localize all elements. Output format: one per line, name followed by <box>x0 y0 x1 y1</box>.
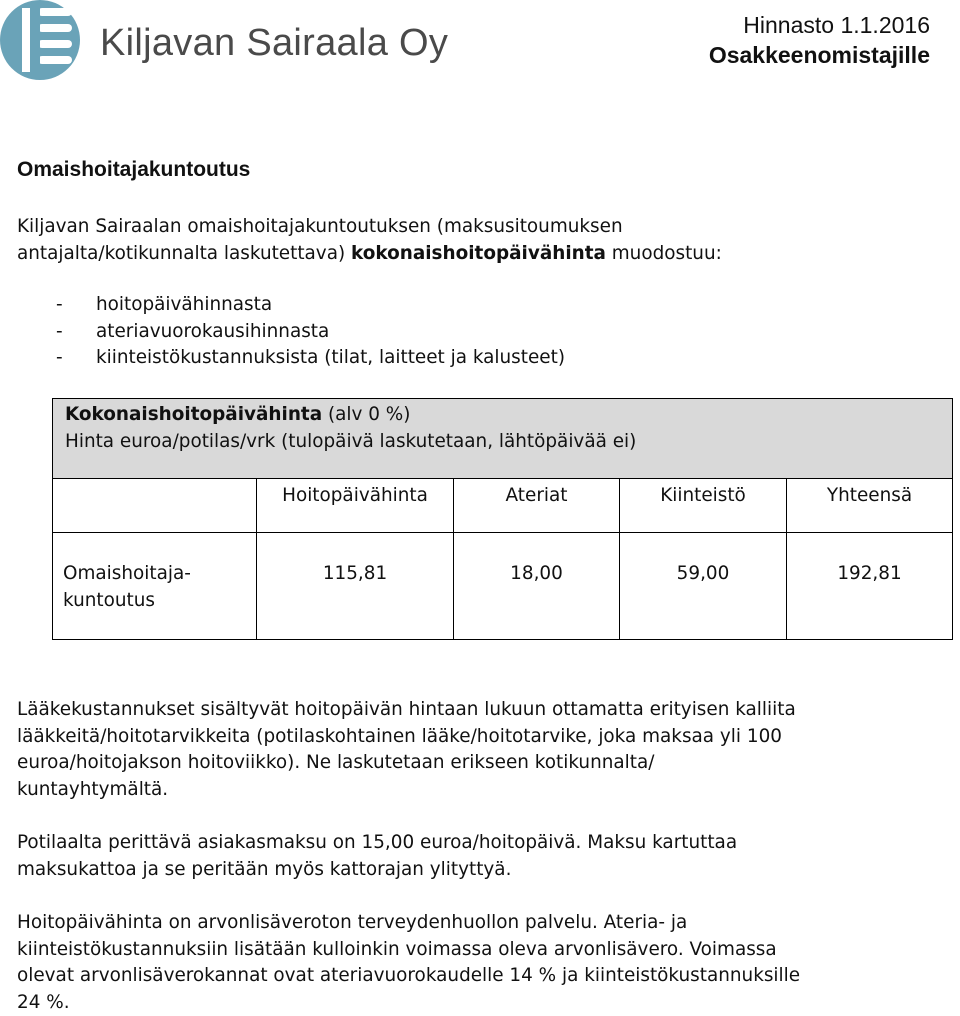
paragraph-line: Lääkekustannukset sisältyvät hoitopäivän hintaan lukuun ottamatta erityisen kalliita <box>17 697 796 724</box>
list-item <box>56 345 565 372</box>
price-table-caption <box>53 399 952 479</box>
intro-line-2-start: antajalta/kotikunnalta laskutettava) <box>17 243 351 264</box>
document-header <box>709 10 930 70</box>
audience-label: Osakkeenomistajille <box>709 40 930 70</box>
intro-line-2-emphasis: kokonaishoitopäivähinta <box>351 243 606 264</box>
intro-paragraph <box>17 214 722 267</box>
intro-line-1: Kiljavan Sairaalan omaishoitajakuntoutuksen (maksusitoumuksen <box>17 214 722 241</box>
column-header-yhteensa: Yhteensä <box>787 479 952 532</box>
price-table-subtitle: Hinta euroa/potilas/vrk (tulopäivä laskutetaan, lähtöpäivää ei) <box>65 428 940 455</box>
paragraph-line: euroa/hoitojakson hoitoviikko). Ne laskutetaan erikseen kotikunnalta/ <box>17 750 796 777</box>
paragraph-line: kiinteistökustannuksiin lisätään kulloinkin voimassa oleva arvonlisävero. Voimassa <box>17 937 800 964</box>
intro-line-2-end: muodostuu: <box>606 243 722 264</box>
row-label-line-1: Omaishoitaja- <box>63 560 256 587</box>
medication-costs-paragraph <box>17 697 796 803</box>
table-row-label <box>53 532 257 639</box>
paragraph-line: Potilaalta perittävä asiakasmaksu on 15,00 euroa/hoitopäivä. Maksu kartuttaa <box>17 830 737 857</box>
cell-yhteensa: 192,81 <box>787 532 952 639</box>
list-dash: - <box>56 345 63 372</box>
company-logo <box>0 0 440 82</box>
paragraph-line: lääkkeitä/hoitotarvikkeita (potilaskohtainen lääke/hoitotarvike, joka maksaa yli 100 <box>17 724 796 751</box>
price-table-title <box>65 401 940 428</box>
cell-kiinteisto: 59,00 <box>620 532 787 639</box>
paragraph-line: Hoitopäivähinta on arvonlisäveroton terveydenhuollon palvelu. Ateria- ja <box>17 910 800 937</box>
section-title: Omaishoitajakuntoutus <box>17 158 250 182</box>
vat-paragraph <box>17 910 800 1016</box>
column-header-kiinteisto: Kiinteistö <box>620 479 787 532</box>
price-table-grid <box>53 479 952 639</box>
column-header-empty <box>53 479 257 532</box>
logo-wordmark: Kiljavan Sairaala Oy <box>100 22 448 65</box>
paragraph-line: olevat arvonlisäverokannat ovat ateriavuorokaudelle 14 % ja kiinteistökustannuksille <box>17 963 800 990</box>
paragraph-line: maksukattoa ja se peritään myös kattorajan ylityttyä. <box>17 857 737 884</box>
column-header-ateriat: Ateriat <box>454 479 620 532</box>
patient-fee-paragraph <box>17 830 737 883</box>
column-header-hoitopaivahinta: Hoitopäivähinta <box>257 479 454 532</box>
price-table-title-vat: (alv 0 %) <box>322 404 410 425</box>
list-item-text: ateriavuorokausihinnasta <box>96 321 329 342</box>
list-dash: - <box>56 292 63 319</box>
list-item <box>56 319 565 346</box>
list-item-text: hoitopäivähinnasta <box>96 294 272 315</box>
price-components-list <box>56 292 565 372</box>
list-dash: - <box>56 319 63 346</box>
logo-emblem-icon <box>0 0 90 82</box>
price-table-title-bold: Kokonaishoitopäivähinta <box>65 404 322 425</box>
cell-ateriat: 18,00 <box>454 532 620 639</box>
price-table <box>52 398 953 640</box>
paragraph-line: kuntayhtymältä. <box>17 777 796 804</box>
price-list-date: Hinnasto 1.1.2016 <box>709 10 930 40</box>
row-label-line-2: kuntoutus <box>63 587 256 614</box>
paragraph-line: 24 %. <box>17 990 800 1016</box>
list-item <box>56 292 565 319</box>
intro-line-2 <box>17 241 722 268</box>
cell-hoitopaivahinta: 115,81 <box>257 532 454 639</box>
list-item-text: kiinteistökustannuksista (tilat, laitteet ja kalusteet) <box>96 347 565 368</box>
